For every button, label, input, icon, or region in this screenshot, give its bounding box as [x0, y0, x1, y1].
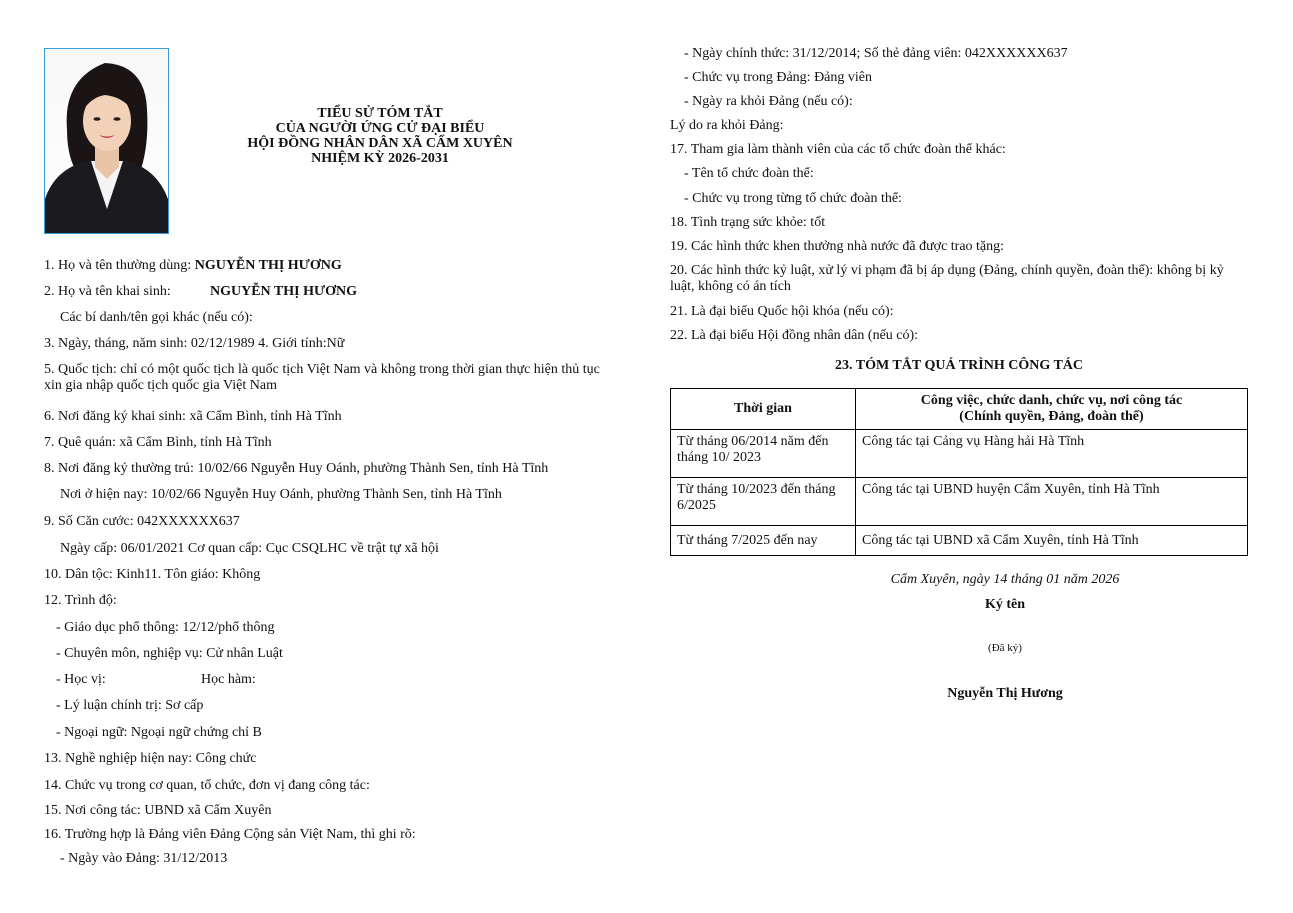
field-party-position: - Chức vụ trong Đảng: Đảng viên	[684, 70, 872, 85]
field-workplace: 15. Nơi công tác: UBND xã Cẩm Xuyên	[44, 803, 272, 818]
field-political-theory: - Lý luận chính trị: Sơ cấp	[56, 698, 204, 713]
field-general-education: - Giáo dục phổ thông: 12/12/phổ thông	[56, 620, 275, 635]
field-party-join-date: - Ngày vào Đảng: 31/12/2013	[60, 851, 228, 866]
field-permanent-residence: 8. Nơi đăng ký thường trú: 10/02/66 Nguyễn Huy Oánh, phường Thành Sen, tỉnh Hà Tĩnh	[44, 461, 549, 476]
field-occupation: 13. Nghề nghiệp hiện nay: Công chức	[44, 751, 257, 766]
field-birth-registration: 6. Nơi đăng ký khai sinh: xã Cẩm Bình, tỉnh Hà Tĩnh	[44, 409, 342, 424]
field-party-official-date: - Ngày chính thức: 31/12/2014; Số thẻ đảng viên: 042XXXXXX637	[684, 46, 1068, 61]
field-id-number: 9. Số Căn cước: 042XXXXXX637	[44, 514, 240, 529]
row-job: Công tác tại UBND huyện Cẩm Xuyên, tỉnh Hà Tĩnh	[856, 478, 1248, 526]
field-ethnicity-religion: 10. Dân tộc: Kinh11. Tôn giáo: Không	[44, 567, 261, 582]
field-birthdate-gender: 3. Ngày, tháng, năm sinh: 02/12/1989 4. Giới tính:Nữ	[44, 336, 345, 351]
field-peoples-council: 22. Là đại biểu Hội đồng nhân dân (nếu có):	[670, 328, 919, 343]
field-party-leave-reason: Lý do ra khỏi Đảng:	[670, 118, 784, 133]
signer-name: Nguyễn Thị Hương	[947, 686, 1063, 701]
row-job: Công tác tại UBND xã Cẩm Xuyên, tỉnh Hà Tĩnh	[856, 526, 1248, 556]
field-specialty: - Chuyên môn, nghiệp vụ: Cử nhân Luật	[56, 646, 283, 661]
row-time: Từ tháng 7/2025 đến nay	[671, 526, 856, 556]
field-birth-name: 2. Họ và tên khai sinh: NGUYỄN THỊ HƯƠNG	[44, 284, 358, 299]
field-organization-position: - Chức vụ trong từng tổ chức đoàn thể:	[684, 191, 902, 206]
field-awards: 19. Các hình thức khen thưởng nhà nước đã được trao tặng:	[670, 239, 1005, 254]
field-academic-title: Học hàm:	[201, 672, 256, 687]
field-national-assembly: 21. Là đại biểu Quốc hội khóa (nếu có):	[670, 304, 894, 319]
field-common-name: 1. Họ và tên thường dùng: NGUYỄN THỊ HƯƠNG	[44, 258, 342, 273]
field-aliases: Các bí danh/tên gọi khác (nếu có):	[60, 310, 253, 325]
sign-label: Ký tên	[984, 597, 1026, 612]
field-discipline: 20. Các hình thức kỷ luật, xử lý vi phạm đã bị áp dụng (Đảng, chính quyền, đoàn thể): không bị kỷ luật, không có án tích	[670, 263, 1224, 294]
field-foreign-language: - Ngoại ngữ: Ngoại ngữ chứng chỉ B	[56, 725, 262, 740]
document-title	[200, 106, 560, 166]
field-position: 14. Chức vụ trong cơ quan, tổ chức, đơn vị đang công tác:	[44, 778, 370, 793]
title-line-4: NHIỆM KỲ 2026-2031	[311, 151, 449, 166]
field-party-member: 16. Trường hợp là Đảng viên Đảng Cộng sản Việt Nam, thì ghi rõ:	[44, 827, 416, 842]
field-nationality: 5. Quốc tịch: chỉ có một quốc tịch là quốc tịch Việt Nam và không trong thời gian thực hiện thủ tục xin gia nhập quốc tịch quốc gia Việt Nam	[44, 362, 600, 393]
field-hometown: 7. Quê quán: xã Cẩm Bình, tỉnh Hà Tĩnh	[44, 435, 272, 450]
portrait-photo	[44, 48, 169, 234]
field-organization-name: - Tên tổ chức đoàn thể:	[684, 166, 814, 181]
field-party-leave-date: - Ngày ra khỏi Đảng (nếu có):	[684, 94, 853, 109]
field-health: 18. Tình trạng sức khỏe: tốt	[670, 215, 826, 230]
title-line-2: CỦA NGƯỜI ỨNG CỬ ĐẠI BIỂU	[275, 121, 485, 136]
header-job: Công việc, chức danh, chức vụ, nơi công tác (Chính quyền, Đảng, đoàn thể)	[856, 389, 1248, 430]
table-header-row	[671, 389, 1248, 430]
row-time: Từ tháng 06/2014 năm đến tháng 10/ 2023	[671, 430, 856, 478]
place-date: Cẩm Xuyên, ngày 14 tháng 01 năm 2026	[890, 572, 1120, 587]
signed-note: (Đã ký)	[988, 642, 1022, 654]
field-current-residence: Nơi ở hiện nay: 10/02/66 Nguyễn Huy Oánh, phường Thành Sen, tỉnh Hà Tĩnh	[60, 487, 502, 502]
title-line-3: HỘI ĐỒNG NHÂN DÂN XÃ CẨM XUYÊN	[247, 136, 513, 151]
title-line-1: TIỂU SỬ TÓM TẮT	[317, 106, 443, 121]
row-job: Công tác tại Cảng vụ Hàng hải Hà Tĩnh	[856, 430, 1248, 478]
table-row	[671, 430, 1248, 478]
work-history-table	[670, 388, 1248, 556]
field-id-issue: Ngày cấp: 06/01/2021 Cơ quan cấp: Cục CSQLHC về trật tự xã hội	[60, 541, 439, 556]
work-history-title: 23. TÓM TẮT QUÁ TRÌNH CÔNG TÁC	[834, 358, 1084, 373]
table-row	[671, 526, 1248, 556]
field-degree: - Học vị:	[56, 672, 106, 687]
field-education: 12. Trình độ:	[44, 593, 117, 608]
common-name-value: NGUYỄN THỊ HƯƠNG	[194, 258, 342, 273]
birth-name-value: NGUYỄN THỊ HƯƠNG	[210, 284, 358, 299]
header-time: Thời gian	[671, 389, 856, 430]
table-row	[671, 478, 1248, 526]
row-time: Từ tháng 10/2023 đến tháng 6/2025	[671, 478, 856, 526]
field-organizations: 17. Tham gia làm thành viên của các tổ chức đoàn thể khác:	[670, 142, 1006, 157]
